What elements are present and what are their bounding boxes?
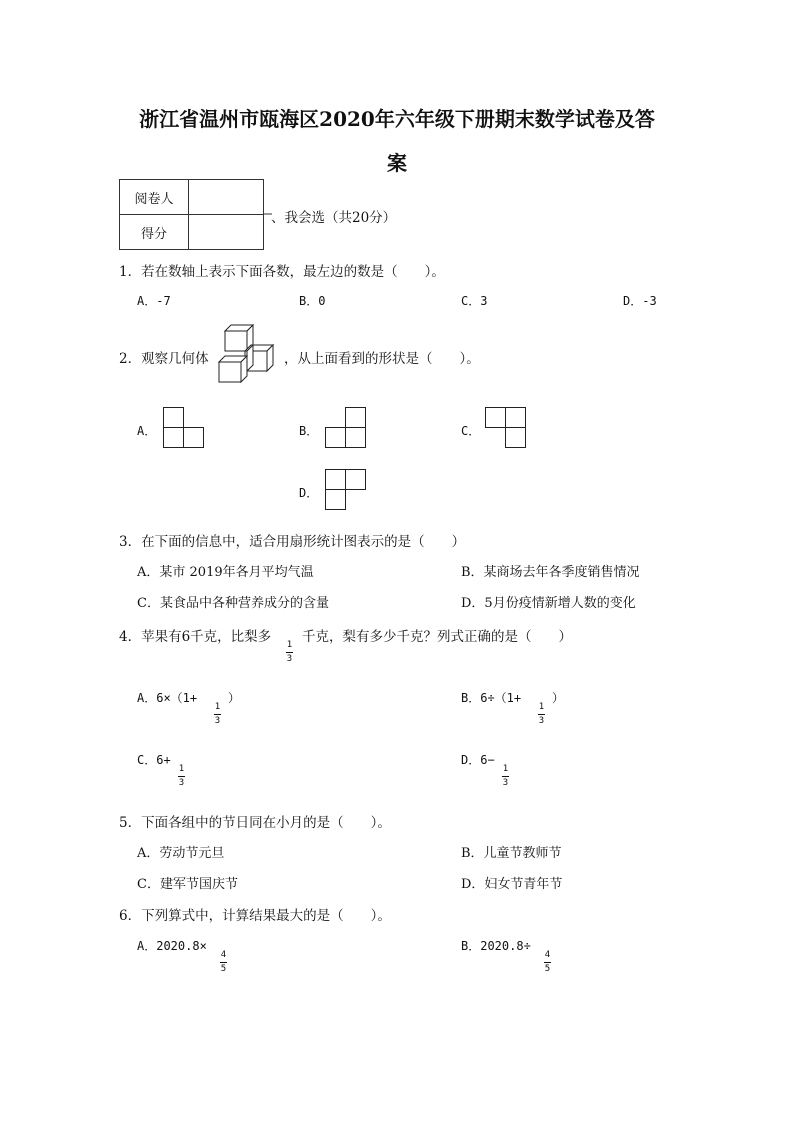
question-6-stem: 6．下列算式中，计算结果最大的是（ ）。 <box>119 908 391 924</box>
q1-option-c: C．3 <box>461 294 488 308</box>
q4-option-d: D．6− <box>461 753 495 767</box>
q4-option-b-close-paren: ） <box>552 691 565 705</box>
q4-option-b: B．6÷（1+ <box>461 691 522 705</box>
q3-option-a: A．某市 2019年各月平均气温 <box>137 565 314 580</box>
q6-option-a-fraction <box>220 950 227 975</box>
q4-option-c-fraction <box>178 764 185 789</box>
q5-option-a: A．劳动节元旦 <box>137 846 225 861</box>
q2-option-d-shape <box>325 469 367 511</box>
q2-option-b-label: B． <box>299 424 319 438</box>
q4-option-a-fraction <box>214 702 221 727</box>
question-2-stem-post: ，从上面看到的形状是（ ）。 <box>284 351 480 367</box>
q6-option-a: A．2020.8× <box>137 939 207 953</box>
fraction-denominator: 3 <box>538 716 545 726</box>
q4-option-a-close-paren: ） <box>228 691 241 705</box>
q4-option-a: A．6×（1+ <box>137 691 198 705</box>
fraction-denominator: 5 <box>220 964 227 974</box>
question-1-stem: 1．若在数轴上表示下面各数，最左边的数是（ ）。 <box>119 264 445 280</box>
fraction-numerator: 1 <box>214 702 221 712</box>
fraction-bar <box>538 714 545 715</box>
fraction-numerator: 1 <box>538 702 545 712</box>
q2-option-b-shape <box>325 407 367 449</box>
q4-stem-fraction <box>286 640 293 665</box>
fraction-bar <box>220 962 227 963</box>
question-4-stem-pre: 4．苹果有6千克，比梨多 <box>119 629 272 645</box>
fraction-denominator: 3 <box>286 654 293 664</box>
q4-option-b-fraction <box>538 702 545 727</box>
q1-option-d: D．-3 <box>623 294 657 308</box>
q3-option-d: D．5月份疫情新增人数的变化 <box>461 596 636 611</box>
q3-option-c: C．某食品中各种营养成分的含量 <box>137 596 329 611</box>
fraction-bar <box>502 776 509 777</box>
score-blank <box>189 215 264 250</box>
q2-option-a-shape <box>163 407 205 449</box>
cube-solid-figure <box>218 323 274 385</box>
fraction-denominator: 3 <box>502 778 509 788</box>
fraction-denominator: 5 <box>544 964 551 974</box>
fraction-denominator: 3 <box>214 716 221 726</box>
fraction-numerator: 1 <box>178 764 185 774</box>
fraction-numerator: 1 <box>502 764 509 774</box>
question-4-stem-post: 千克，梨有多少千克？列式正确的是（ ） <box>302 629 572 645</box>
reviewer-label: 阅卷人 <box>120 180 189 215</box>
fraction-bar <box>286 652 293 653</box>
fraction-denominator: 3 <box>178 778 185 788</box>
document-title-line1: 浙江省温州市瓯海区2020年六年级下册期末数学试卷及答 <box>139 107 655 131</box>
score-label: 得分 <box>120 215 189 250</box>
score-table <box>119 179 264 250</box>
fraction-numerator: 1 <box>286 640 293 650</box>
q4-option-d-fraction <box>502 764 509 789</box>
q5-option-b: B．儿童节教师节 <box>461 846 562 861</box>
q2-option-a-label: A． <box>137 424 157 438</box>
fraction-bar <box>214 714 221 715</box>
q2-option-c-label: C． <box>461 424 481 438</box>
q3-option-b: B．某商场去年各季度销售情况 <box>461 565 640 580</box>
question-5-stem: 5．下面各组中的节日同在小月的是（ ）。 <box>119 815 391 831</box>
document-title-line2: 案 <box>387 151 407 175</box>
question-3-stem: 3．在下面的信息中，适合用扇形统计图表示的是（ ） <box>119 534 466 550</box>
fraction-numerator: 4 <box>544 950 551 960</box>
fraction-bar <box>178 776 185 777</box>
question-2-stem-pre: 2．观察几何体 <box>119 351 209 367</box>
reviewer-blank <box>189 180 264 215</box>
q5-option-c: C．建军节国庆节 <box>137 877 238 892</box>
q5-option-d: D．妇女节青年节 <box>461 877 563 892</box>
q1-option-b: B．0 <box>299 294 326 308</box>
fraction-numerator: 4 <box>220 950 227 960</box>
q1-option-a: A．-7 <box>137 294 171 308</box>
section-heading: 、我会选（共20分） <box>271 210 397 226</box>
q6-option-b: B．2020.8÷ <box>461 939 531 953</box>
fraction-bar <box>544 962 551 963</box>
q2-option-c-shape <box>485 407 527 449</box>
q4-option-c: C．6+ <box>137 753 171 767</box>
q6-option-b-fraction <box>544 950 551 975</box>
q2-option-d-label: D． <box>299 486 319 500</box>
